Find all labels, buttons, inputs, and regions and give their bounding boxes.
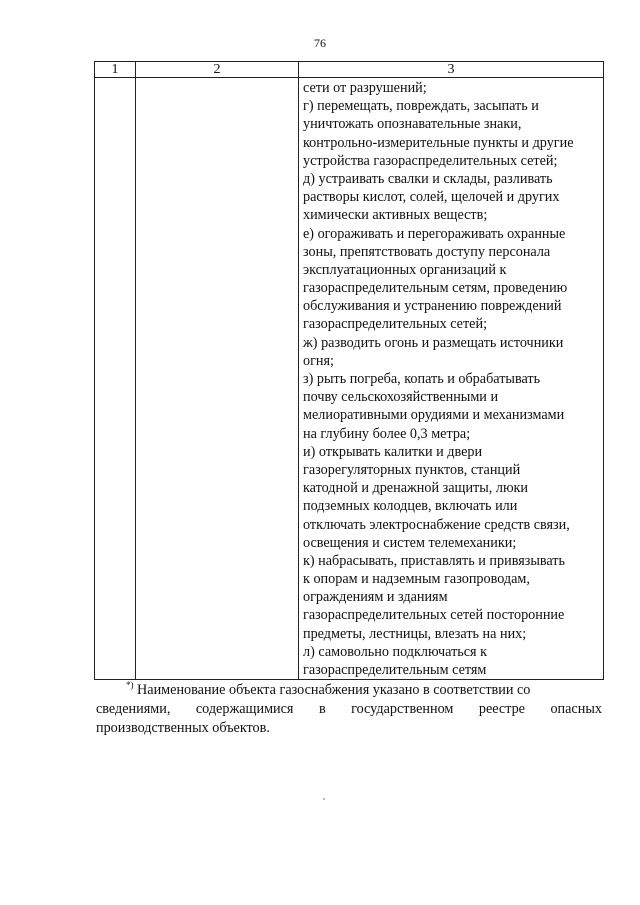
column-3-line: к) набрасывать, приставлять и привязывать [303,552,565,569]
footnote-word: содержащимися [195,701,294,717]
column-3-line: газораспределительным сетям, проведению [303,280,568,297]
table-header-row [95,62,604,78]
footnote-text-1: Наименование объекта газоснабжения указано в соответствии со [137,682,531,698]
column-3-line: мелиоративными орудиями и механизмами [303,407,565,424]
footnote-marker: *) [126,680,134,690]
column-3-line: л) самовольно подключаться к [303,643,488,660]
column-3-line: газораспределительных сетей; [303,316,488,333]
column-3-line: химически активных веществ; [303,207,488,224]
footnote-word: государственном [351,701,454,717]
footnote [96,676,602,738]
footnote-line-2 [96,700,602,719]
column-3-line: почву сельскохозяйственными и [303,389,499,406]
column-3-line: д) устраивать свалки и склады, разливать [303,170,553,187]
requirements-table [94,61,604,680]
column-3-line: ограждениям и зданиям [303,589,448,606]
column-3-line: освещения и систем телемеханики; [303,534,517,551]
column-3-line: газораспределительным сетям [303,662,487,678]
column-3-line: е) огораживать и перегораживать охранные [303,225,566,242]
column-3-line: катодной и дренажной защиты, люки [303,480,529,497]
column-3-line: подземных колодцев, включать или [303,498,518,515]
cell-column-3 [299,78,604,680]
column-3-line: отключать электроснабжение средств связи, [303,516,570,533]
column-3-line: сети от разрушений; [303,80,427,96]
column-3-line: контрольно-измерительные пункты и другие [303,134,574,151]
scan-speck [323,798,325,800]
cell-column-2 [136,78,299,680]
page-number: 76 [314,36,326,50]
column-3-line: огня; [303,352,334,369]
footnote-word: опасных [550,701,602,717]
column-3-line: уничтожать опознавательные знаки, [303,116,522,133]
footnote-word: в [318,701,326,717]
column-3-line: устройства газораспределительных сетей; [303,152,558,169]
table-row [95,78,604,680]
column-3-line: газораспределительных сетей посторонние [303,607,565,624]
header-cell-1: 1 [95,62,136,78]
column-3-line: газорегуляторных пунктов, станций [303,461,521,478]
column-3-text [299,78,603,679]
header-cell-3: 3 [299,62,604,78]
footnote-word: сведениями, [96,701,171,717]
column-3-line: и) открывать калитки и двери [303,443,483,460]
column-3-line: зоны, препятствовать доступу персонала [303,243,551,260]
column-3-line: к опорам и надземным газопроводам, [303,571,530,588]
column-3-line: эксплуатационных организаций к [303,261,507,278]
footnote-word: реестре [478,701,525,717]
column-3-line: растворы кислот, солей, щелочей и других [303,189,560,206]
column-3-line: обслуживания и устранению повреждений [303,298,562,315]
column-3-line: на глубину более 0,3 метра; [303,425,471,442]
column-3-line: г) перемещать, повреждать, засыпать и [303,98,539,115]
header-cell-2: 2 [136,62,299,78]
footnote-line-1 [96,676,602,700]
column-3-line: предметы, лестницы, влезать на них; [303,625,527,642]
cell-column-1 [95,78,136,680]
column-3-line: з) рыть погреба, копать и обрабатывать [303,371,541,387]
column-3-line: ж) разводить огонь и размещать источники [303,334,564,351]
footnote-line-3: производственных объектов. [96,720,270,736]
